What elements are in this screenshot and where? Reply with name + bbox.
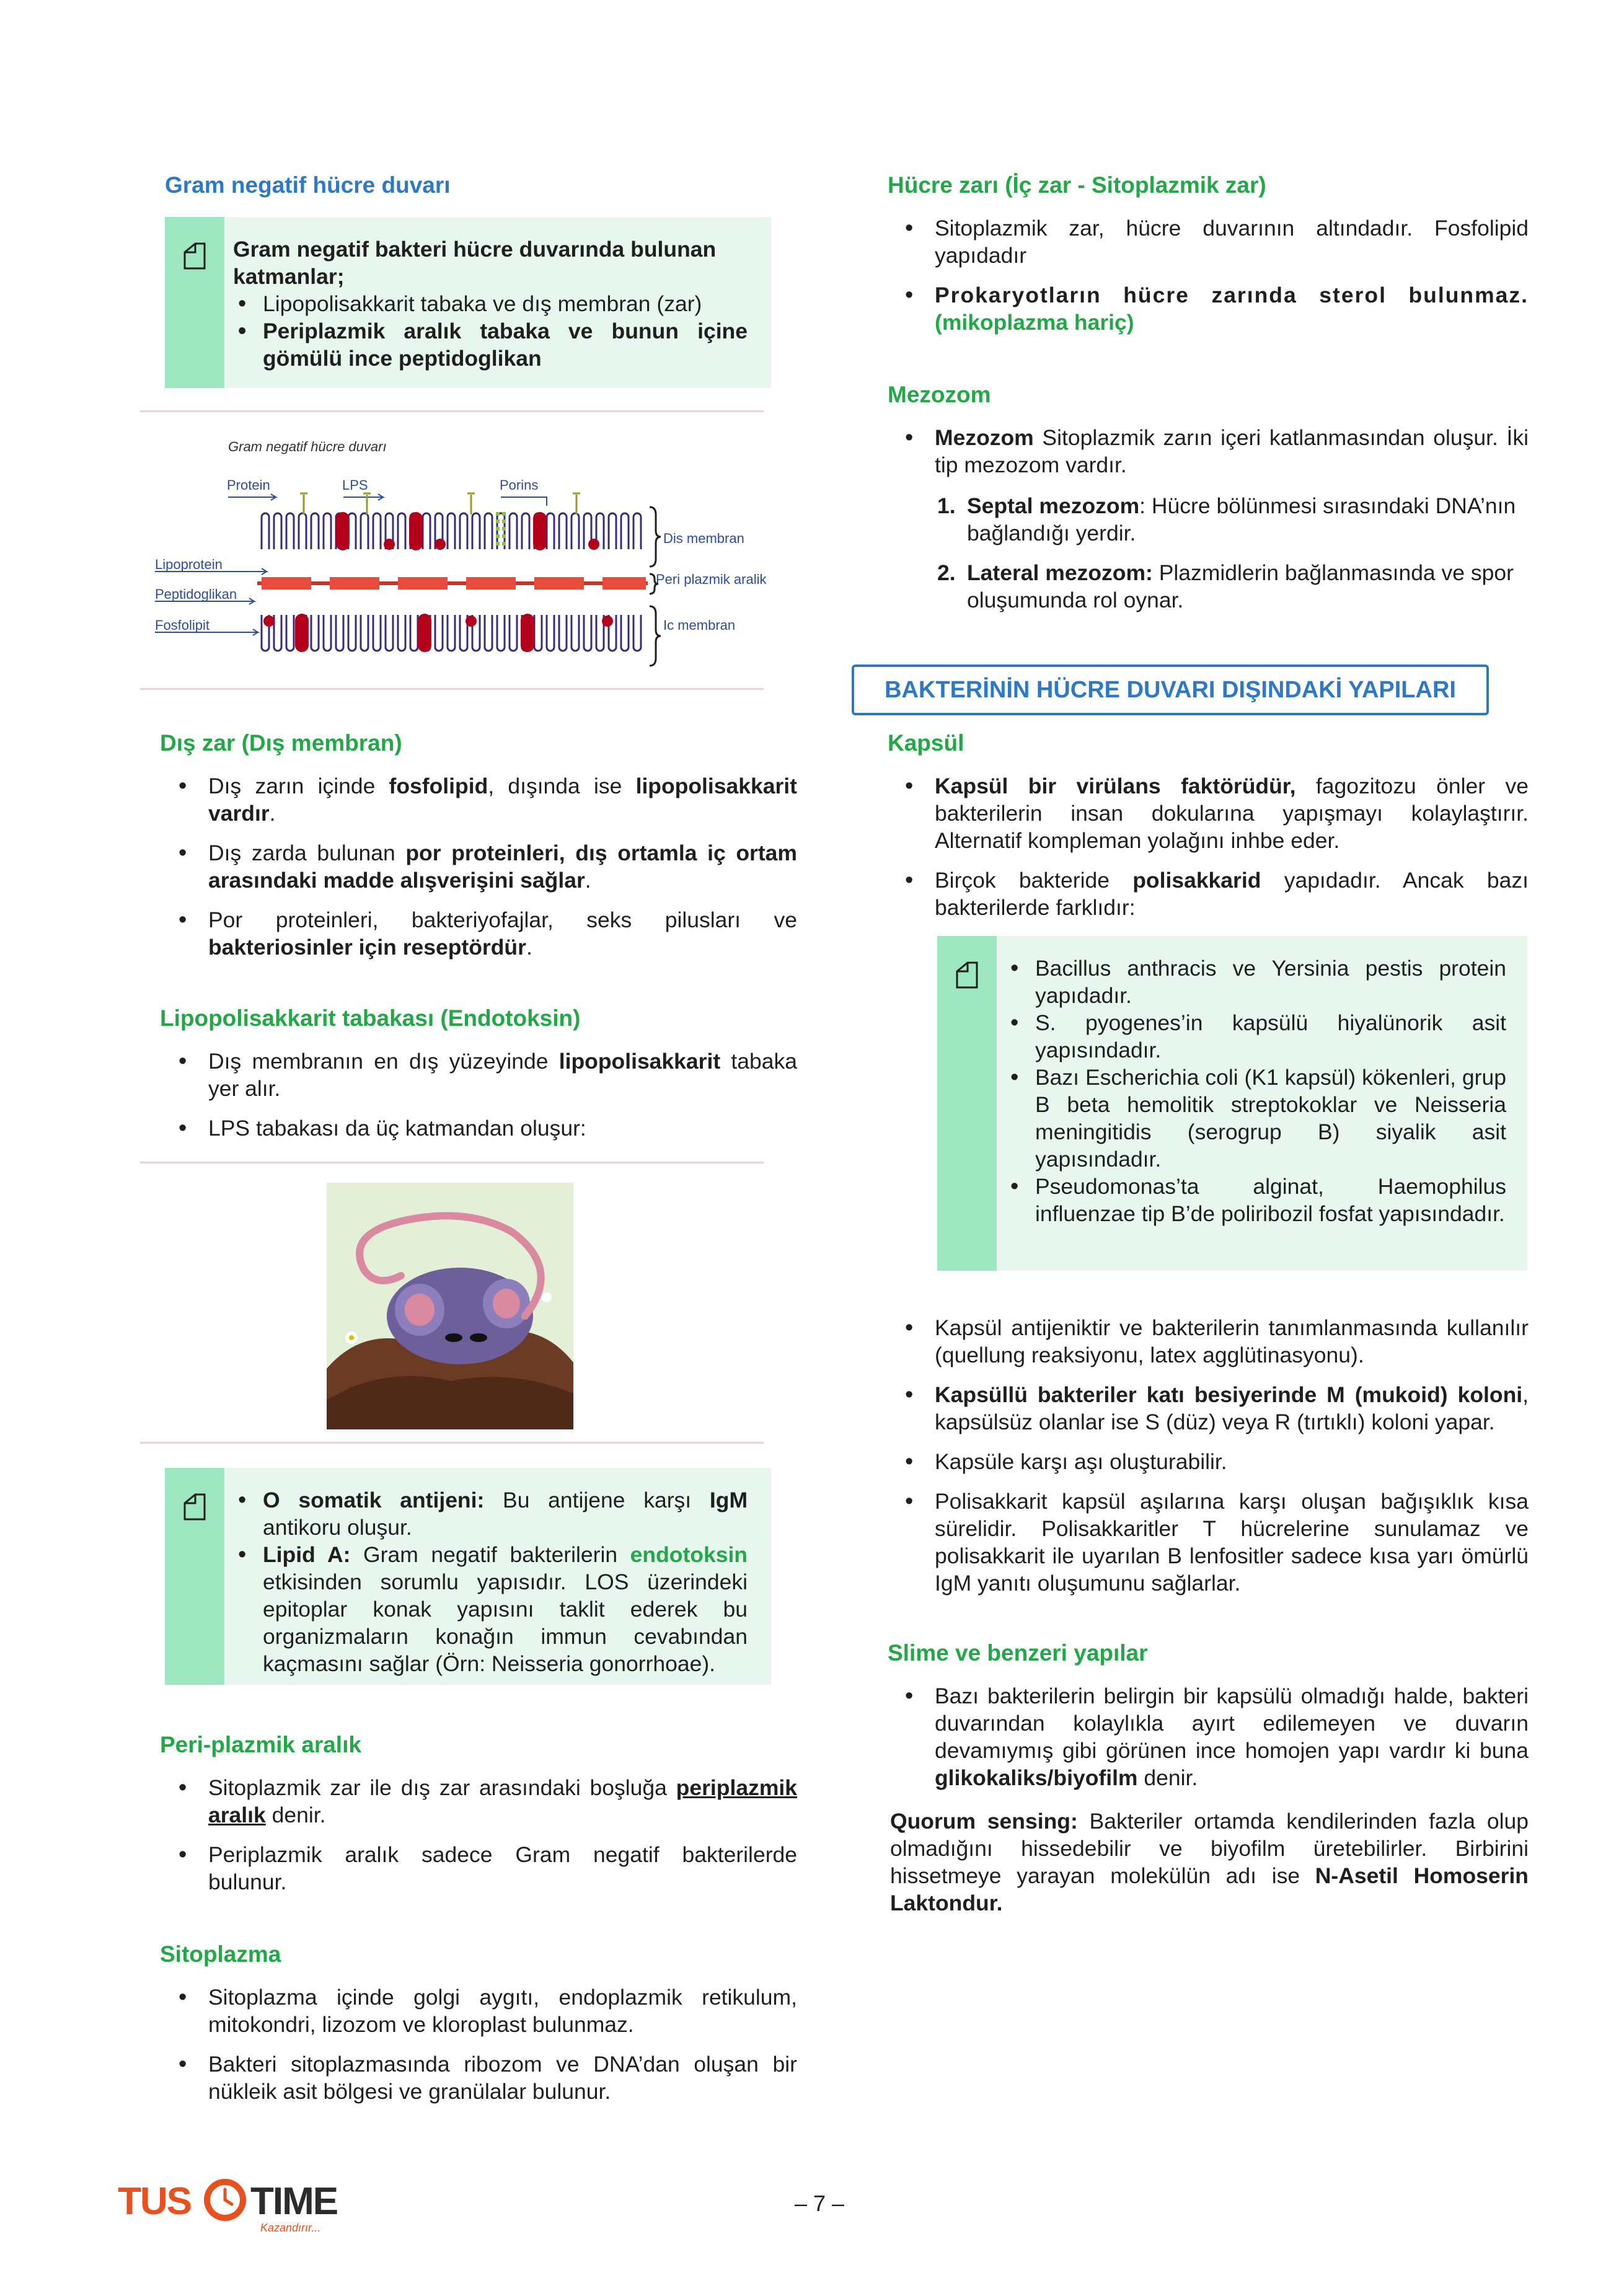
list-item: • Prokaryotların hücre zarında sterol bulunmaz. (mikoplazma hariç) (905, 281, 1529, 336)
phospholipid (398, 513, 405, 549)
label-peri-plazmik: Peri plazmik aralik (656, 572, 767, 587)
section-title-box: BAKTERİNİN HÜCRE DUVARI DIŞINDAKİ YAPILARI (852, 664, 1489, 715)
lps-list (179, 1048, 797, 1142)
phospholipid (609, 513, 616, 549)
phospholipid (361, 513, 368, 549)
mezozom-heading: Mezozom (888, 382, 991, 407)
clock-icon (201, 2176, 249, 2224)
phospholipid (311, 615, 319, 651)
phospholipid (348, 615, 356, 651)
phospholipid (373, 513, 381, 549)
sitoplazma-list (179, 1984, 797, 2105)
list-item: • Dış membranın en dış yüzeyinde lipopolisakkarit tabaka yer alır. (179, 1048, 797, 1102)
note-item: • O somatik antijeni: Bu antijene karşı IgM antikoru oluşur. (233, 1486, 748, 1541)
mezozom-list (905, 424, 1529, 479)
list-item: • Periplazmik aralık sadece Gram negatif bakterilerde bulunur. (179, 1841, 797, 1896)
list-item: • Birçok bakteride polisakkarid yapıdadır. Ancak bazı bakterilerde farklıdır: (905, 867, 1529, 921)
logo-tagline: Kazandırır... (260, 2222, 321, 2234)
hucre-zari-list (905, 214, 1529, 336)
diagram-title: Gram negatif hücre duvarı (228, 439, 387, 454)
kapsul-list (905, 772, 1529, 921)
note-box-katmanlar (165, 217, 771, 388)
phospholipid (559, 615, 567, 651)
note-item: • Bazı Escherichia coli (K1 kapsül) kökenleri, grup B beta hemolitik streptokoklar ve Neisseria meningitidis (serogrup B) siyalik asit yapısındadır. (1005, 1064, 1506, 1173)
numbered-item: 1. Septal mezozom: Hücre bölünmesi sırasındaki DNA’nın bağlandığı yerdir. (937, 493, 1516, 545)
phospholipid (286, 513, 294, 549)
note-sidebar (165, 217, 224, 388)
sitoplazma-heading: Sitoplazma (160, 1941, 281, 1967)
logo-time: TIME (250, 2180, 338, 2223)
list-item: • Kapsüle karşı aşı oluşturabilir. (905, 1448, 1529, 1475)
phospholipid (286, 615, 294, 651)
list-item: • Polisakkarit kapsül aşılarına karşı oluşan bağışıklık kısa sürelidir. Polisakkaritler T hücrelerine sunulamaz ve polisakkarit ile uyarılan B lenfositler sadece kısa yarı ömürlü IgM yanıtı oluşumunu sağlarlar. (905, 1488, 1529, 1597)
label-lps: LPS (342, 477, 368, 493)
list-item: • Mezozom Sitoplazmik zarın içeri katlanmasından oluşur. İki tip mezozom vardır. (905, 424, 1529, 479)
phospholipid (510, 615, 517, 651)
slime-list (905, 1682, 1529, 1791)
list-item: • Kapsüllü bakteriler katı besiyerinde M (mukoid) koloni, kapsülsüz olanlar ise S (düz) veya R (tırtıklı) koloni yapar. (905, 1381, 1529, 1436)
note-item: • Pseudomonas’ta alginat, Haemophilus influenzae tip B’de poliribozil fosfat yapısındadır. (1005, 1173, 1506, 1227)
phospholipid (547, 615, 554, 651)
phospholipid (398, 615, 405, 651)
phospholipid (448, 513, 455, 549)
hucre-zari-heading: Hücre zarı (İç zar - Sitoplazmik zar) (888, 172, 1266, 198)
note-item: • Lipopolisakkarit tabaka ve dış membran (zar) (233, 290, 748, 317)
label-lipoprotein: Lipoprotein (155, 557, 223, 572)
phospholipid (633, 513, 641, 549)
gram-negatif-diagram (149, 428, 769, 676)
logo-tus: TUS (118, 2180, 191, 2223)
phospholipid (361, 615, 368, 651)
note-item: • Bacillus anthracis ve Yersinia pestis protein yapıdadır. (1005, 955, 1506, 1009)
phospholipid (386, 615, 393, 651)
mouse-image (327, 1183, 573, 1429)
phospholipid (621, 615, 629, 651)
phospholipid (485, 513, 492, 549)
label-porins: Porins (500, 477, 539, 493)
phospholipid (633, 615, 641, 651)
divider (140, 688, 764, 690)
dis-zar-list (179, 772, 797, 961)
label-ic-membran: Ic membran (663, 617, 736, 633)
phospholipid (584, 615, 591, 651)
list-item: • LPS tabakası da üç katmandan oluşur: (179, 1115, 797, 1142)
phospholipid (522, 513, 529, 549)
phospholipid (448, 615, 455, 651)
note-item: • Lipid A: Gram negatif bakterilerin endotoksin etkisinden sorumlu yapısıdır. LOS üzerindeki epitoplar konak yapısını taklit ederek bu organizmaların konağın immun cevabından kaçmasını sağlar (Örn: Neisseria gonorrhoae). (233, 1541, 748, 1677)
note-icon (183, 1493, 206, 1521)
peri-plazmik-heading: Peri-plazmik aralık (160, 1732, 361, 1757)
phospholipid (621, 513, 629, 549)
list-item: • Kapsül antijeniktir ve bakterilerin tanımlanmasında kullanılır (quellung reaksiyonu, latex agglütinasyonu). (905, 1314, 1529, 1369)
slime-heading: Slime ve benzeri yapılar (888, 1640, 1148, 1666)
phospholipid (299, 513, 306, 549)
phospholipid (510, 513, 517, 549)
note-title: Gram negatif bakteri hücre duvarında bulunan katmanlar; (233, 237, 717, 289)
quorum-sensing-paragraph: Quorum sensing: Bakteriler ortamda kendilerinden fazla olup olmadığını hissedebilir ve biyofilm üretebilirler. Birbirini hissetmeye yarayan molekülün adı ise N-Asetil Homoserin Laktondur. (890, 1809, 1529, 1915)
note-item: • Periplazmik aralık tabaka ve bunun içine gömülü ince peptidoglikan (233, 317, 748, 372)
lps-heading: Lipopolisakkarit tabakası (Endotoksin) (160, 1005, 581, 1031)
mezozom-types (937, 492, 1529, 614)
label-protein: Protein (227, 477, 270, 493)
list-item: • Bazı bakterilerin belirgin bir kapsülü olmadığı halde, bakteri duvarından kolaylıkla ayırt edilemeyen ve duvarın devamıymış gibi görünen ince homojen yapı vardır ki buna glikokaliks/biyofilm denir. (905, 1682, 1529, 1791)
peri-list (179, 1774, 797, 1896)
divider (140, 1162, 764, 1163)
phospholipid (373, 615, 381, 651)
label-dis-membran: Dis membran (663, 531, 744, 546)
phospholipid (336, 615, 343, 651)
phospholipid (559, 513, 567, 549)
note-item: • S. pyogenes’in kapsülü hiyalünorik asit yapısındadır. (1005, 1009, 1506, 1064)
list-item: • Sitoplazmik zar ile dış zar arasındaki boşluğa periplazmik aralık denir. (179, 1774, 797, 1829)
tustime-logo (118, 2167, 341, 2235)
page-number: – 7 – (795, 2191, 845, 2216)
gram-negatif-heading: Gram negatif hücre duvarı (165, 172, 451, 198)
kapsul-heading: Kapsül (888, 730, 964, 756)
phospholipid (472, 513, 480, 549)
membrane-diagram-svg (149, 428, 769, 676)
phospholipid (571, 615, 579, 651)
mouse-illustration (327, 1183, 573, 1429)
list-item: • Kapsül bir virülans faktörüdür, fagozitozu önler ve bakterilerin insan dokularına yapışmayı kolaylaştırır. Alternatif kompleman yolağını inhbe eder. (905, 772, 1529, 854)
phospholipid (497, 615, 505, 651)
label-peptidoglikan: Peptidoglikan (155, 586, 237, 602)
phospholipid (485, 615, 492, 651)
list-item: • Bakteri sitoplazmasında ribozom ve DNA’dan oluşan bir nükleik asit bölgesi ve granülalar bulunur. (179, 2051, 797, 2105)
note-sidebar (165, 1468, 224, 1685)
note-box-lps-layers (165, 1468, 771, 1685)
numbered-item: 2. Lateral mezozom: Plazmidlerin bağlanmasında ve spor oluşumunda rol oynar. (937, 560, 1514, 612)
divider (140, 410, 764, 412)
phospholipid (324, 615, 331, 651)
dis-zar-heading: Dış zar (Dış membran) (160, 730, 402, 756)
list-item: • Dış zarın içinde fosfolipid, dışında ise lipopolisakkarit vardır. (179, 772, 797, 827)
phospholipid (274, 615, 281, 651)
note-sidebar (937, 936, 997, 1271)
phospholipid (311, 513, 319, 549)
phospholipid (274, 513, 281, 549)
list-item: • Sitoplazma içinde golgi aygıtı, endoplazmik retikulum, mitokondri, lizozom ve kloroplast bulunmaz. (179, 1984, 797, 2038)
phospholipid (547, 513, 554, 549)
phospholipid (262, 513, 269, 549)
phospholipid (460, 513, 467, 549)
phospholipid (534, 615, 542, 651)
phospholipid (435, 615, 443, 651)
kapsul-list-2 (905, 1314, 1529, 1597)
phospholipid (324, 513, 331, 549)
list-item: • Por proteinleri, bakteriyofajlar, seks pilusları ve bakteriosinler için reseptördür. (179, 906, 797, 961)
label-fosfolipit: Fosfolipit (155, 617, 210, 633)
list-item: • Dış zarda bulunan por proteinleri, dış ortamla iç ortam arasındaki madde alışverişini sağlar. (179, 839, 797, 894)
phospholipid (423, 513, 430, 549)
phospholipid (410, 615, 418, 651)
note-icon (955, 961, 979, 989)
note-box-kapsul-types (937, 936, 1527, 1271)
list-item: • Sitoplazmik zar, hücre duvarının altındadır. Fosfolipid yapıdadır (905, 214, 1529, 269)
divider (140, 1442, 764, 1444)
note-icon (183, 242, 206, 270)
phospholipid (571, 513, 579, 549)
